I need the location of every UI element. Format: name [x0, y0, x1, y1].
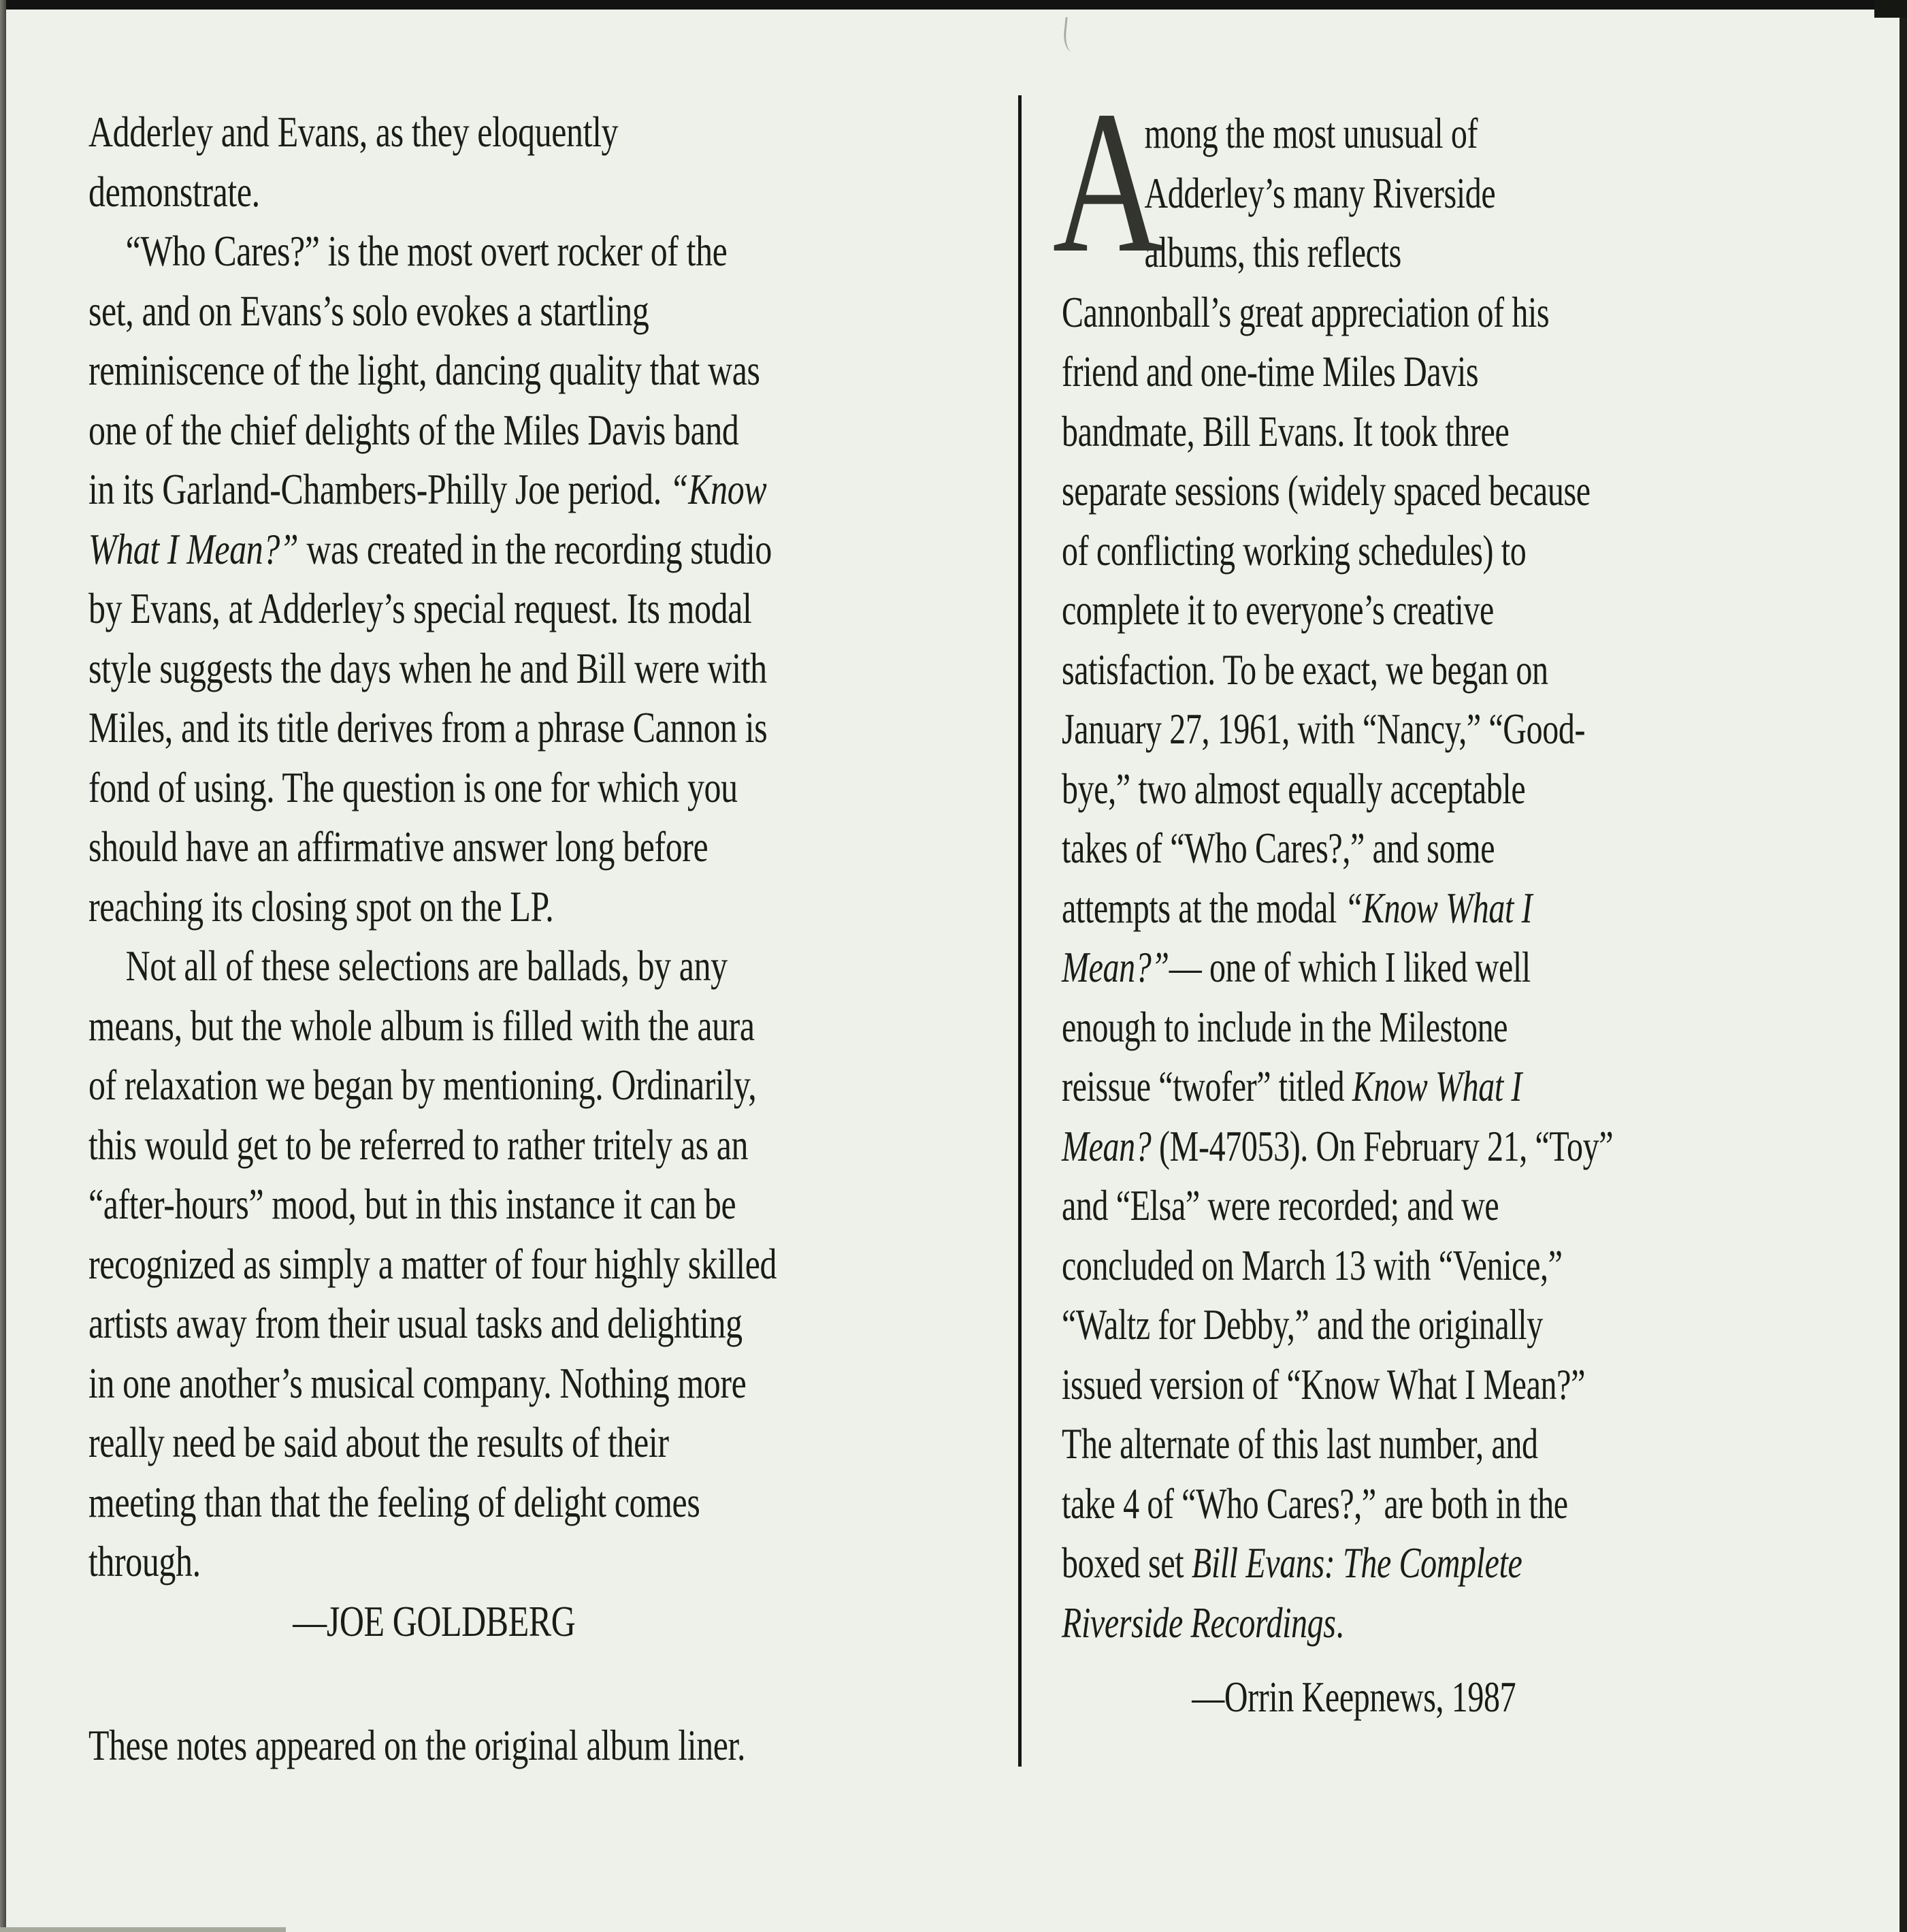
text-line: satisfaction. To be exact, we began on [1062, 645, 1548, 694]
text-line: “Who Cares?” is the most overt rocker of the [125, 227, 728, 275]
text-line: reaching its closing spot on the LP. [88, 882, 554, 931]
text-line: mong the most unusual of [1144, 109, 1478, 157]
text-line: artists away from their usual tasks and delighting [88, 1299, 743, 1347]
text-line: Adderley’s many Riverside [1144, 168, 1496, 217]
text-line: bandmate, Bill Evans. It took three [1062, 406, 1510, 455]
text-line: should have an affirmative answer long before [88, 822, 708, 871]
text-line: Mean?”— one of which I liked well [1062, 943, 1531, 991]
text-line: through. [88, 1537, 201, 1585]
text-line: demonstrate. [88, 167, 260, 216]
text-line: of relaxation we began by mentioning. Ordinarily, [88, 1061, 757, 1109]
text-line: complete it to everyone’s creative [1062, 585, 1494, 634]
text-line: set, and on Evans’s solo evokes a startling [88, 286, 649, 335]
text-line: one of the chief delights of the Miles Davis band [88, 405, 739, 454]
text-line: in one another’s musical company. Nothing more [88, 1358, 747, 1407]
drop-cap-letter: A [1052, 69, 1163, 295]
text-line: Adderley and Evans, as they eloquently [88, 108, 619, 156]
text-line: style suggests the days when he and Bill were with [88, 643, 767, 692]
text-line: What I Mean?” was created in the recording studio [88, 524, 772, 573]
text-line: means, but the whole album is filled with the aura [88, 1001, 755, 1050]
left-column [88, 102, 949, 1775]
scan-edge-right-corner [1874, 0, 1907, 18]
text-line: reissue “twofer” titled Know What I [1062, 1062, 1522, 1110]
drop-cap [1052, 69, 1163, 295]
scan-edge-right [1900, 0, 1907, 1932]
scan-edge-top [0, 0, 1907, 10]
text-line: concluded on March 13 with “Venice,” [1062, 1240, 1563, 1289]
left-column-text [88, 102, 949, 1592]
text-line: albums, this reflects [1144, 228, 1401, 276]
text-line: meeting than that the feeling of delight comes [88, 1477, 700, 1526]
text-line: Riverside Recordings. [1062, 1598, 1344, 1647]
text-line: recognized as simply a matter of four highly skilled [88, 1239, 777, 1288]
signature-orrin-keepnews: —Orrin Keepnews, 1987 [1192, 1673, 1516, 1721]
text-line: “Waltz for Debby,” and the originally [1062, 1300, 1543, 1349]
text-line: “after-hours” mood, but in this instance it can be [88, 1180, 736, 1228]
text-line: bye,” two almost equally acceptable [1062, 764, 1526, 813]
text-line: by Evans, at Adderley’s special request. Its modal [88, 584, 752, 632]
text-line: takes of “Who Cares?,” and some [1062, 824, 1495, 872]
text-line: and “Elsa” were recorded; and we [1062, 1181, 1499, 1229]
text-line: separate sessions (widely spaced because [1062, 466, 1591, 515]
text-line: this would get to be referred to rather tritely as an [88, 1120, 749, 1169]
text-line: The alternate of this last number, and [1062, 1419, 1538, 1468]
text-line: Mean? (M-47053). On February 21, “Toy” [1062, 1121, 1614, 1170]
text-line: really need be said about the results of their [88, 1418, 669, 1466]
text-line: Not all of these selections are ballads, by any [125, 941, 728, 990]
text-line: Miles, and its title derives from a phrase Cannon is [88, 703, 768, 752]
footnote: These notes appeared on the original album liner. [88, 1721, 746, 1769]
text-line: enough to include in the Milestone [1062, 1002, 1508, 1051]
text-line: take 4 of “Who Cares?,” are both in the [1062, 1479, 1568, 1528]
text-line: fond of using. The question is one for which you [88, 762, 738, 811]
text-line: issued version of “Know What I Mean?” [1062, 1359, 1586, 1408]
column-divider-rule [1018, 95, 1022, 1767]
scan-edge-left [0, 0, 6, 1932]
signature-joe-goldberg: —JOE GOLDBERG [293, 1596, 576, 1645]
right-column-text [1062, 103, 1710, 1652]
pencil-mark [1062, 17, 1078, 52]
text-line: reminiscence of the light, dancing quality that was [88, 346, 760, 394]
text-line: friend and one-time Miles Davis [1062, 347, 1479, 396]
text-line: Cannonball’s great appreciation of his [1062, 287, 1550, 336]
text-line: January 27, 1961, with “Nancy,” “Good- [1062, 705, 1586, 753]
text-line: boxed set Bill Evans: The Complete [1062, 1539, 1522, 1587]
scan-edge-bottom [0, 1927, 286, 1932]
text-line: in its Garland-Chambers-Philly Joe period. “Know [88, 465, 767, 513]
right-column [1052, 69, 1710, 1727]
text-line: of conflicting working schedules) to [1062, 526, 1527, 575]
text-line: attempts at the modal “Know What I [1062, 883, 1533, 932]
